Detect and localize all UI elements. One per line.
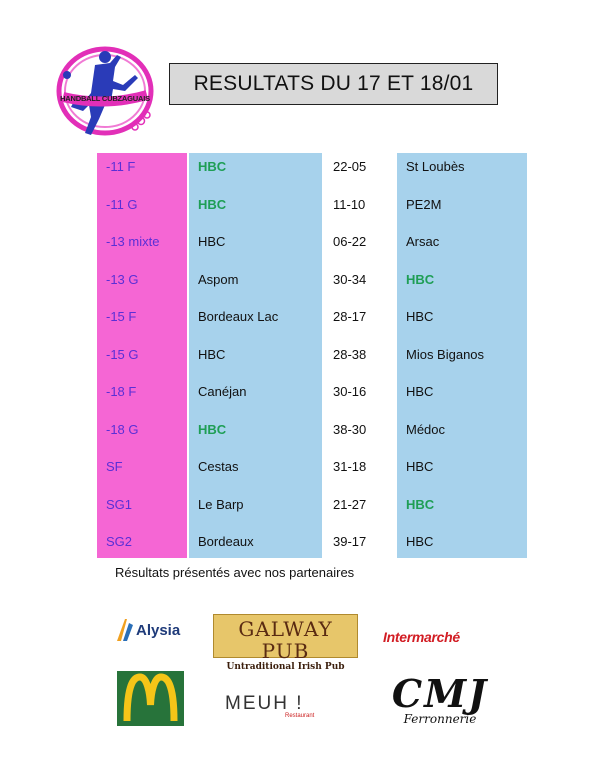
score-cell: 30-16 [333,384,367,399]
category-cell: SG2 [106,534,133,549]
cmj-subtitle: Ferronnerie [403,712,477,726]
home-team-cell: Le Barp [198,496,244,512]
category-cell: SG1 [106,496,133,512]
category-cell: -18 G [106,421,139,437]
home-team-cell: Bordeaux Lac [198,309,279,324]
cmj-name: CMJ [391,671,489,716]
home-team-cell: Cestas [198,459,239,474]
home-team-cell: HBC [198,159,227,174]
table-row [0,228,611,266]
score-cell: 21-27 [333,496,367,512]
category-cell: SF [106,459,123,474]
category-cell: -15 F [106,309,137,324]
category-cell: -15 G [106,346,139,362]
meuh-name: MEUH ! [225,693,304,714]
score-cell: 11-10 [333,196,366,212]
partners-caption: Résultats présentés avec nos partenaires [115,565,355,580]
table-row [0,191,611,229]
score-cell: 30-34 [333,271,367,287]
away-team-cell: Médoc [406,421,446,437]
home-team-cell: HBC [198,196,227,212]
intermarche-logo: Intermarché [383,629,460,645]
alysia-name: Alysia [136,622,181,639]
table-row [0,303,611,341]
score-cell: 28-38 [333,346,367,362]
table-row [0,378,611,416]
home-team-cell: HBC [198,234,226,249]
score-cell: 39-17 [333,534,367,549]
meuh-subtitle: Restaurant [285,713,315,719]
away-team-cell: HBC [406,271,435,287]
home-team-cell: Canéjan [198,384,247,399]
home-team-cell: Bordeaux [198,534,254,549]
logo-text: HANDBALL CUBZAGUAIS [60,94,150,103]
table-row [0,416,611,454]
table-row [0,453,611,491]
results-table [0,153,611,566]
home-team-cell: HBC [198,346,226,362]
away-team-cell: St Loubès [406,159,465,174]
galway-subtitle: Untraditional Irish Pub [226,662,345,672]
score-cell: 06-22 [333,234,367,249]
home-team-cell: Aspom [198,271,239,287]
score-cell: 31-18 [333,459,367,474]
category-cell: -18 F [106,384,137,399]
table-row [0,266,611,304]
away-team-cell: HBC [406,496,435,512]
away-team-cell: Mios Biganos [406,346,485,362]
galway-pub-logo [213,614,358,672]
away-team-cell: PE2M [406,196,442,212]
club-logo [55,45,155,141]
home-team-cell: HBC [198,421,227,437]
alysia-logo [115,615,190,645]
away-team-cell: Arsac [406,234,440,249]
away-team-cell: HBC [406,459,434,474]
score-cell: 28-17 [333,309,367,324]
category-cell: -11 F [106,159,136,174]
category-cell: -13 mixte [106,234,160,249]
away-team-cell: HBC [406,309,434,324]
table-row [0,491,611,529]
table-row [0,528,611,566]
cmj-logo [385,671,495,736]
galway-title: GALWAY PUB [238,617,333,663]
table-row [0,341,611,379]
category-cell: -13 G [106,271,139,287]
away-team-cell: HBC [406,384,434,399]
meuh-logo [225,693,335,723]
away-team-cell: HBC [406,534,434,549]
category-cell: -11 G [106,196,138,212]
mcdonalds-logo [117,671,184,726]
page-title: RESULTATS DU 17 ET 18/01 [169,63,498,105]
table-row [0,153,611,191]
score-cell: 22-05 [333,159,367,174]
score-cell: 38-30 [333,421,367,437]
